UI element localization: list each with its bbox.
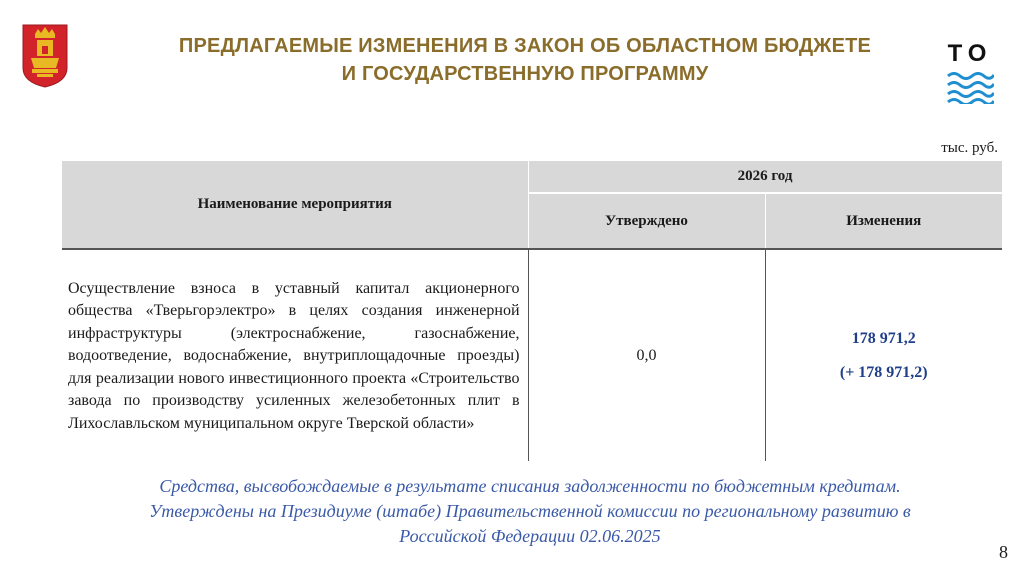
page-number: 8 [999,542,1008,562]
footnote [60,474,1000,549]
waves-icon [946,70,994,104]
header-year: 2026 год [528,161,1002,193]
header-changes: Изменения [765,193,1002,249]
header-name: Наименование мероприятия [62,161,528,249]
footnote-line3: Российской Федерации 02.06.2025 [399,526,661,546]
coat-of-arms-logo [22,24,68,88]
row-approved: 0,0 [528,249,765,461]
header-approved: Утверждено [528,193,765,249]
units-label: тыс. руб. [941,140,998,156]
slide-title-line1: ПРЕДЛАГАЕМЫЕ ИЗМЕНЕНИЯ В ЗАКОН ОБ ОБЛАСТНОМ БЮДЖЕТЕ [178,35,872,57]
row-changes-value: 178 971,2 [851,329,916,347]
slide-title-line2: И ГОСУДАРСТВЕННУЮ ПРОГРАММУ [341,63,709,85]
slide-title [100,32,950,88]
footnote-line2: Утверждены на Президиуме (штабе) Правительственной комиссии по региональному развитию в [149,501,911,521]
row-changes-delta: (+ 178 971,2) [839,363,928,381]
tver-region-logo [944,40,996,104]
table-row [62,249,1002,461]
budget-table [62,161,1003,461]
row-changes [765,249,1002,461]
logo-text: ТО [947,40,993,67]
footnote-line1: Средства, высвобождаемые в результате списания задолженности по бюджетным кредитам. [159,476,901,496]
row-name: Осуществление взноса в уставный капитал акционерного общества «Тверьгорэлектро» в целях создания инженерной инфраструктуры (электроснабжение, газоснабжение, водоотведение, водоснабжение, внутриплощадочные проезды) для реализации нового инвестиционного проекта «Строительство завода по производству усиленных железобетонных плит в Лихославльском муниципальном округе Тверской области» [62,249,528,461]
